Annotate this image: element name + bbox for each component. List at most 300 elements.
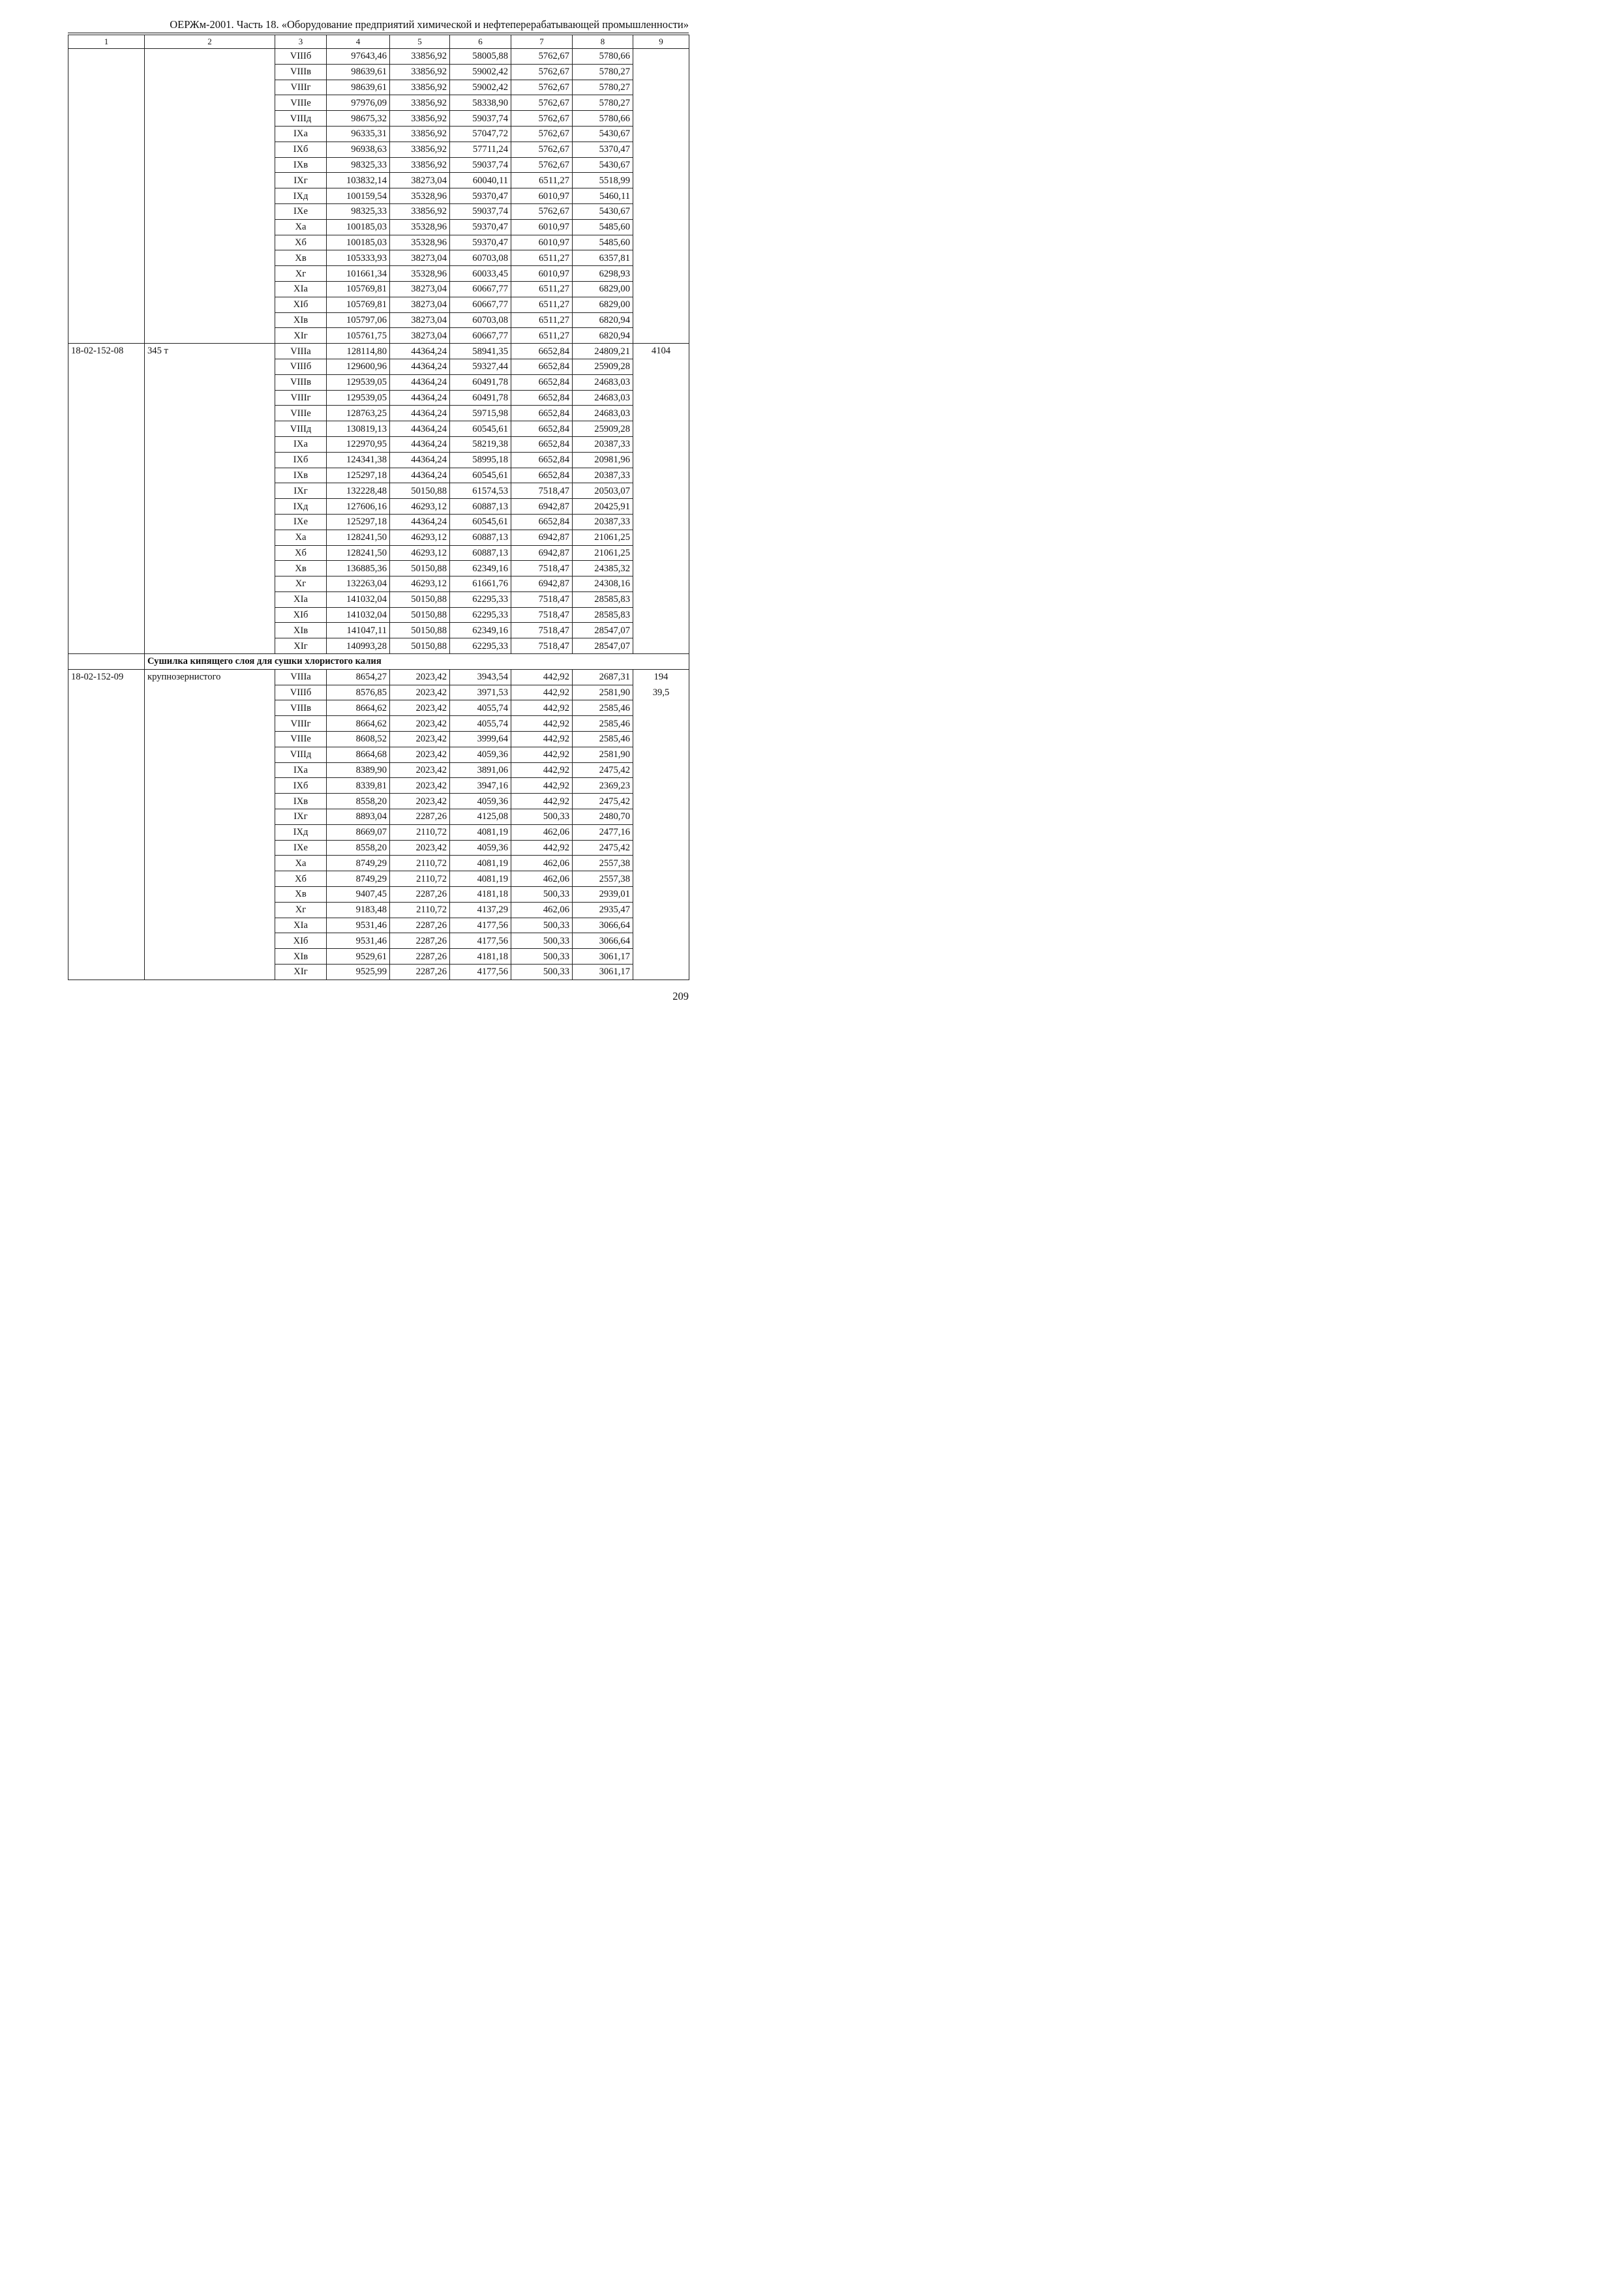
value-cell: 38273,04 — [390, 328, 450, 344]
value-cell: 35328,96 — [390, 266, 450, 282]
value-cell: 60033,45 — [450, 266, 511, 282]
value-cell: 442,92 — [511, 762, 573, 778]
value-cell: 58219,38 — [450, 436, 511, 452]
value-cell: 21061,25 — [573, 545, 633, 561]
value-cell: 5485,60 — [573, 235, 633, 250]
value-cell: 24683,03 — [573, 406, 633, 421]
value-cell: 44364,24 — [390, 344, 450, 359]
zone-cell: IXб — [275, 452, 327, 468]
value-cell: 141032,04 — [327, 591, 390, 607]
zone-cell: Xа — [275, 856, 327, 871]
value-cell: 28547,07 — [573, 623, 633, 638]
zone-cell: IXв — [275, 468, 327, 483]
zone-cell: XIв — [275, 949, 327, 965]
value-cell: 25909,28 — [573, 359, 633, 374]
value-cell: 3066,64 — [573, 933, 633, 949]
value-cell: 58338,90 — [450, 95, 511, 111]
table-body — [68, 49, 689, 980]
zone-cell: IXд — [275, 824, 327, 840]
value-cell: 6820,94 — [573, 312, 633, 328]
value-cell: 129600,96 — [327, 359, 390, 374]
value-cell: 60703,08 — [450, 312, 511, 328]
zone-cell: VIIIв — [275, 374, 327, 390]
value-cell: 8576,85 — [327, 685, 390, 700]
value-cell: 98325,33 — [327, 157, 390, 173]
value-cell: 6511,27 — [511, 281, 573, 297]
zone-cell: Xв — [275, 887, 327, 903]
value-cell: 6010,97 — [511, 266, 573, 282]
value-cell: 2287,26 — [390, 809, 450, 825]
value-cell: 100185,03 — [327, 219, 390, 235]
value-cell: 21061,25 — [573, 530, 633, 545]
value-cell: 44364,24 — [390, 390, 450, 406]
value-cell: 20981,96 — [573, 452, 633, 468]
value-cell: 35328,96 — [390, 188, 450, 204]
value-cell: 105769,81 — [327, 281, 390, 297]
zone-cell: XIв — [275, 312, 327, 328]
value-cell: 60545,61 — [450, 421, 511, 437]
zone-cell: IXе — [275, 514, 327, 530]
value-cell: 24809,21 — [573, 344, 633, 359]
value-cell: 5762,67 — [511, 64, 573, 80]
value-cell: 50150,88 — [390, 623, 450, 638]
value-cell: 8339,81 — [327, 778, 390, 794]
column-header: 9 — [633, 35, 689, 49]
value-cell: 5430,67 — [573, 126, 633, 142]
value-cell: 442,92 — [511, 669, 573, 685]
value-cell: 6511,27 — [511, 328, 573, 344]
value-cell: 6652,84 — [511, 436, 573, 452]
value-cell: 59327,44 — [450, 359, 511, 374]
value-cell: 5780,27 — [573, 80, 633, 95]
value-cell: 442,92 — [511, 794, 573, 809]
zone-cell: VIIIв — [275, 700, 327, 716]
value-cell: 5762,67 — [511, 49, 573, 65]
value-cell: 61574,53 — [450, 483, 511, 499]
value-cell: 62295,33 — [450, 638, 511, 654]
zone-cell: XIв — [275, 623, 327, 638]
value-cell: 5518,99 — [573, 173, 633, 188]
value-cell: 2369,23 — [573, 778, 633, 794]
value-cell: 2287,26 — [390, 918, 450, 933]
table-row — [68, 669, 689, 685]
value-cell: 2023,42 — [390, 794, 450, 809]
zone-cell: VIIIб — [275, 359, 327, 374]
value-cell: 2023,42 — [390, 700, 450, 716]
value-cell: 2287,26 — [390, 965, 450, 980]
value-cell: 58995,18 — [450, 452, 511, 468]
rate-name-cell — [145, 49, 275, 344]
zone-cell: Xв — [275, 561, 327, 576]
value-cell: 105797,06 — [327, 312, 390, 328]
zone-cell: IXе — [275, 203, 327, 219]
zone-cell: VIIIв — [275, 64, 327, 80]
value-cell: 125297,18 — [327, 514, 390, 530]
value-cell: 44364,24 — [390, 452, 450, 468]
value-cell: 59037,74 — [450, 203, 511, 219]
value-cell: 59370,47 — [450, 188, 511, 204]
column-header: 5 — [390, 35, 450, 49]
value-cell: 4177,56 — [450, 918, 511, 933]
value-cell: 8664,62 — [327, 716, 390, 732]
value-cell: 58941,35 — [450, 344, 511, 359]
value-cell: 4081,19 — [450, 856, 511, 871]
value-cell: 2023,42 — [390, 732, 450, 747]
value-cell: 2023,42 — [390, 685, 450, 700]
value-cell: 24683,03 — [573, 374, 633, 390]
value-cell: 59370,47 — [450, 219, 511, 235]
value-cell: 5485,60 — [573, 219, 633, 235]
value-cell: 2557,38 — [573, 871, 633, 887]
value-cell: 129539,05 — [327, 390, 390, 406]
rate-code-cell — [68, 49, 145, 344]
value-cell: 44364,24 — [390, 436, 450, 452]
value-cell: 127606,16 — [327, 499, 390, 515]
column-header: 8 — [573, 35, 633, 49]
value-cell: 2023,42 — [390, 747, 450, 762]
value-cell: 4177,56 — [450, 933, 511, 949]
value-cell: 2581,90 — [573, 747, 633, 762]
value-cell: 9407,45 — [327, 887, 390, 903]
zone-cell: VIIIе — [275, 732, 327, 747]
value-cell: 2935,47 — [573, 902, 633, 918]
zone-cell: IXб — [275, 778, 327, 794]
column-header: 1 — [68, 35, 145, 49]
value-cell: 8558,20 — [327, 794, 390, 809]
value-cell: 3061,17 — [573, 949, 633, 965]
value-cell: 7518,47 — [511, 591, 573, 607]
value-cell: 62349,16 — [450, 623, 511, 638]
zone-cell: VIIIе — [275, 95, 327, 111]
value-cell: 60887,13 — [450, 545, 511, 561]
value-cell: 57047,72 — [450, 126, 511, 142]
value-cell: 3061,17 — [573, 965, 633, 980]
value-cell: 132263,04 — [327, 576, 390, 592]
col9-value: 4104 — [651, 346, 671, 357]
value-cell: 125297,18 — [327, 468, 390, 483]
value-cell: 128241,50 — [327, 545, 390, 561]
value-cell: 2477,16 — [573, 824, 633, 840]
value-cell: 442,92 — [511, 778, 573, 794]
value-cell: 33856,92 — [390, 80, 450, 95]
zone-cell: VIIIа — [275, 344, 327, 359]
zone-cell: XIа — [275, 591, 327, 607]
value-cell: 59037,74 — [450, 111, 511, 127]
value-cell: 20425,91 — [573, 499, 633, 515]
value-cell: 5780,27 — [573, 95, 633, 111]
value-cell: 38273,04 — [390, 281, 450, 297]
zone-cell: XIб — [275, 297, 327, 312]
value-cell: 129539,05 — [327, 374, 390, 390]
value-cell: 9529,61 — [327, 949, 390, 965]
value-cell: 105769,81 — [327, 297, 390, 312]
value-cell: 4059,36 — [450, 747, 511, 762]
zone-cell: XIб — [275, 607, 327, 623]
value-cell: 38273,04 — [390, 250, 450, 266]
value-cell: 35328,96 — [390, 219, 450, 235]
value-cell: 8664,62 — [327, 700, 390, 716]
value-cell: 50150,88 — [390, 483, 450, 499]
value-cell: 122970,95 — [327, 436, 390, 452]
value-cell: 61661,76 — [450, 576, 511, 592]
value-cell: 6820,94 — [573, 328, 633, 344]
value-cell: 2287,26 — [390, 949, 450, 965]
value-cell: 28547,07 — [573, 638, 633, 654]
value-cell: 141047,11 — [327, 623, 390, 638]
value-cell: 2480,70 — [573, 809, 633, 825]
value-cell: 6829,00 — [573, 297, 633, 312]
col9-values — [636, 670, 686, 701]
value-cell: 6652,84 — [511, 421, 573, 437]
value-cell: 5762,67 — [511, 95, 573, 111]
value-cell: 8558,20 — [327, 840, 390, 856]
zone-cell: IXа — [275, 436, 327, 452]
value-cell: 9531,46 — [327, 933, 390, 949]
value-cell: 8654,27 — [327, 669, 390, 685]
value-cell: 50150,88 — [390, 638, 450, 654]
value-cell: 2023,42 — [390, 778, 450, 794]
value-cell: 100159,54 — [327, 188, 390, 204]
zone-cell: VIIIд — [275, 111, 327, 127]
value-cell: 44364,24 — [390, 359, 450, 374]
value-cell: 7518,47 — [511, 561, 573, 576]
value-cell: 98639,61 — [327, 80, 390, 95]
value-cell: 5762,67 — [511, 203, 573, 219]
value-cell: 35328,96 — [390, 235, 450, 250]
value-cell: 130819,13 — [327, 421, 390, 437]
value-cell: 5762,67 — [511, 126, 573, 142]
value-cell: 2023,42 — [390, 762, 450, 778]
value-cell: 6357,81 — [573, 250, 633, 266]
value-cell: 6942,87 — [511, 530, 573, 545]
value-cell: 2110,72 — [390, 856, 450, 871]
rate-name-cell: 345 т — [145, 344, 275, 654]
value-cell: 500,33 — [511, 949, 573, 965]
value-cell: 3943,54 — [450, 669, 511, 685]
value-cell: 33856,92 — [390, 157, 450, 173]
value-cell: 24683,03 — [573, 390, 633, 406]
section-row — [68, 654, 689, 670]
zone-cell: IXг — [275, 483, 327, 499]
value-cell: 9183,48 — [327, 902, 390, 918]
value-cell: 124341,38 — [327, 452, 390, 468]
value-cell: 442,92 — [511, 747, 573, 762]
value-cell: 128114,80 — [327, 344, 390, 359]
zone-cell: VIIIд — [275, 421, 327, 437]
value-cell: 62295,33 — [450, 591, 511, 607]
zone-cell: VIIIд — [275, 747, 327, 762]
zone-cell: VIIIг — [275, 390, 327, 406]
value-cell: 4177,56 — [450, 965, 511, 980]
value-cell: 20387,33 — [573, 468, 633, 483]
value-cell: 3999,64 — [450, 732, 511, 747]
value-cell: 136885,36 — [327, 561, 390, 576]
value-cell: 2023,42 — [390, 840, 450, 856]
value-cell: 103832,14 — [327, 173, 390, 188]
value-cell: 2110,72 — [390, 902, 450, 918]
zone-cell: Xг — [275, 902, 327, 918]
value-cell: 442,92 — [511, 732, 573, 747]
value-cell: 33856,92 — [390, 142, 450, 157]
value-cell: 3947,16 — [450, 778, 511, 794]
value-cell: 60545,61 — [450, 514, 511, 530]
value-cell: 6010,97 — [511, 235, 573, 250]
zone-cell: XIг — [275, 328, 327, 344]
value-cell: 59370,47 — [450, 235, 511, 250]
zone-cell: IXв — [275, 157, 327, 173]
section-title: Сушилка кипящего слоя для сушки хлористого калия — [145, 654, 689, 670]
value-cell: 2475,42 — [573, 840, 633, 856]
value-cell: 44364,24 — [390, 406, 450, 421]
value-cell: 6010,97 — [511, 188, 573, 204]
value-cell: 2585,46 — [573, 732, 633, 747]
zone-cell: IXв — [275, 794, 327, 809]
value-cell: 46293,12 — [390, 530, 450, 545]
value-cell: 33856,92 — [390, 49, 450, 65]
value-cell: 4055,74 — [450, 716, 511, 732]
zone-cell: IXд — [275, 499, 327, 515]
value-cell: 500,33 — [511, 918, 573, 933]
value-cell: 6652,84 — [511, 359, 573, 374]
value-cell: 442,92 — [511, 716, 573, 732]
value-cell: 97643,46 — [327, 49, 390, 65]
value-cell: 60491,78 — [450, 390, 511, 406]
value-cell: 105333,93 — [327, 250, 390, 266]
column-header: 6 — [450, 35, 511, 49]
zone-cell: XIг — [275, 965, 327, 980]
zone-cell: IXа — [275, 762, 327, 778]
rate-name-cell: крупнозернистого — [145, 669, 275, 980]
value-cell: 60667,77 — [450, 297, 511, 312]
zone-cell: VIIIа — [275, 669, 327, 685]
value-cell: 2585,46 — [573, 716, 633, 732]
value-cell: 59715,98 — [450, 406, 511, 421]
value-cell: 128241,50 — [327, 530, 390, 545]
value-cell: 2581,90 — [573, 685, 633, 700]
value-cell: 50150,88 — [390, 607, 450, 623]
column-header: 7 — [511, 35, 573, 49]
value-cell: 4137,29 — [450, 902, 511, 918]
value-cell: 50150,88 — [390, 591, 450, 607]
value-cell: 33856,92 — [390, 203, 450, 219]
value-cell: 8669,07 — [327, 824, 390, 840]
value-cell: 4055,74 — [450, 700, 511, 716]
value-cell: 3971,53 — [450, 685, 511, 700]
value-cell: 8749,29 — [327, 871, 390, 887]
value-cell: 500,33 — [511, 965, 573, 980]
value-cell: 98325,33 — [327, 203, 390, 219]
value-cell: 98675,32 — [327, 111, 390, 127]
value-cell: 96938,63 — [327, 142, 390, 157]
value-cell: 2475,42 — [573, 762, 633, 778]
page-header: ОЕРЖм-2001. Часть 18. «Оборудование предприятий химической и нефтеперерабатывающей промышленности» — [170, 18, 689, 31]
value-cell: 5762,67 — [511, 157, 573, 173]
value-cell: 5762,67 — [511, 80, 573, 95]
value-cell: 6829,00 — [573, 281, 633, 297]
value-cell: 5780,66 — [573, 111, 633, 127]
value-cell: 4181,18 — [450, 887, 511, 903]
value-cell: 6942,87 — [511, 545, 573, 561]
value-cell: 462,06 — [511, 871, 573, 887]
value-cell: 500,33 — [511, 809, 573, 825]
value-cell: 59002,42 — [450, 80, 511, 95]
value-cell: 6652,84 — [511, 406, 573, 421]
value-cell: 462,06 — [511, 902, 573, 918]
value-cell: 462,06 — [511, 856, 573, 871]
col9-cell — [633, 49, 689, 344]
value-cell: 442,92 — [511, 685, 573, 700]
zone-cell: Xв — [275, 250, 327, 266]
value-cell: 128763,25 — [327, 406, 390, 421]
zone-cell: Xа — [275, 219, 327, 235]
zone-cell: Xб — [275, 235, 327, 250]
value-cell: 33856,92 — [390, 64, 450, 80]
value-cell: 140993,28 — [327, 638, 390, 654]
value-cell: 60887,13 — [450, 499, 511, 515]
zone-cell: IXе — [275, 840, 327, 856]
value-cell: 6942,87 — [511, 576, 573, 592]
value-cell: 62349,16 — [450, 561, 511, 576]
value-cell: 38273,04 — [390, 173, 450, 188]
zone-cell: IXд — [275, 188, 327, 204]
value-cell: 8389,90 — [327, 762, 390, 778]
value-cell: 24385,32 — [573, 561, 633, 576]
value-cell: 5762,67 — [511, 142, 573, 157]
value-cell: 132228,48 — [327, 483, 390, 499]
value-cell: 50150,88 — [390, 561, 450, 576]
value-cell: 46293,12 — [390, 545, 450, 561]
value-cell: 9531,46 — [327, 918, 390, 933]
value-cell: 5780,66 — [573, 49, 633, 65]
rate-code-cell: 18-02-152-08 — [68, 344, 145, 654]
value-cell: 6652,84 — [511, 468, 573, 483]
value-cell: 58005,88 — [450, 49, 511, 65]
zone-cell: IXб — [275, 142, 327, 157]
value-cell: 57711,24 — [450, 142, 511, 157]
value-cell: 6652,84 — [511, 452, 573, 468]
value-cell: 60667,77 — [450, 281, 511, 297]
value-cell: 38273,04 — [390, 312, 450, 328]
value-cell: 500,33 — [511, 933, 573, 949]
col9-value: 39,5 — [652, 687, 670, 698]
value-cell: 4181,18 — [450, 949, 511, 965]
value-cell: 38273,04 — [390, 297, 450, 312]
zone-cell: XIг — [275, 638, 327, 654]
value-cell: 2939,01 — [573, 887, 633, 903]
page-number: 209 — [672, 990, 689, 1002]
value-cell: 46293,12 — [390, 576, 450, 592]
zone-cell: VIIIе — [275, 406, 327, 421]
value-cell: 8893,04 — [327, 809, 390, 825]
value-cell: 500,33 — [511, 887, 573, 903]
zone-cell: IXг — [275, 173, 327, 188]
value-cell: 442,92 — [511, 700, 573, 716]
value-cell: 46293,12 — [390, 499, 450, 515]
zone-cell: VIIIб — [275, 49, 327, 65]
zone-cell: IXа — [275, 126, 327, 142]
value-cell: 2557,38 — [573, 856, 633, 871]
col9-cell — [633, 669, 689, 980]
value-cell: 7518,47 — [511, 607, 573, 623]
value-cell: 5780,27 — [573, 64, 633, 80]
value-cell: 6511,27 — [511, 297, 573, 312]
value-cell: 6652,84 — [511, 374, 573, 390]
value-cell: 442,92 — [511, 840, 573, 856]
value-cell: 4125,08 — [450, 809, 511, 825]
zone-cell: XIа — [275, 918, 327, 933]
value-cell: 60887,13 — [450, 530, 511, 545]
value-cell: 33856,92 — [390, 126, 450, 142]
